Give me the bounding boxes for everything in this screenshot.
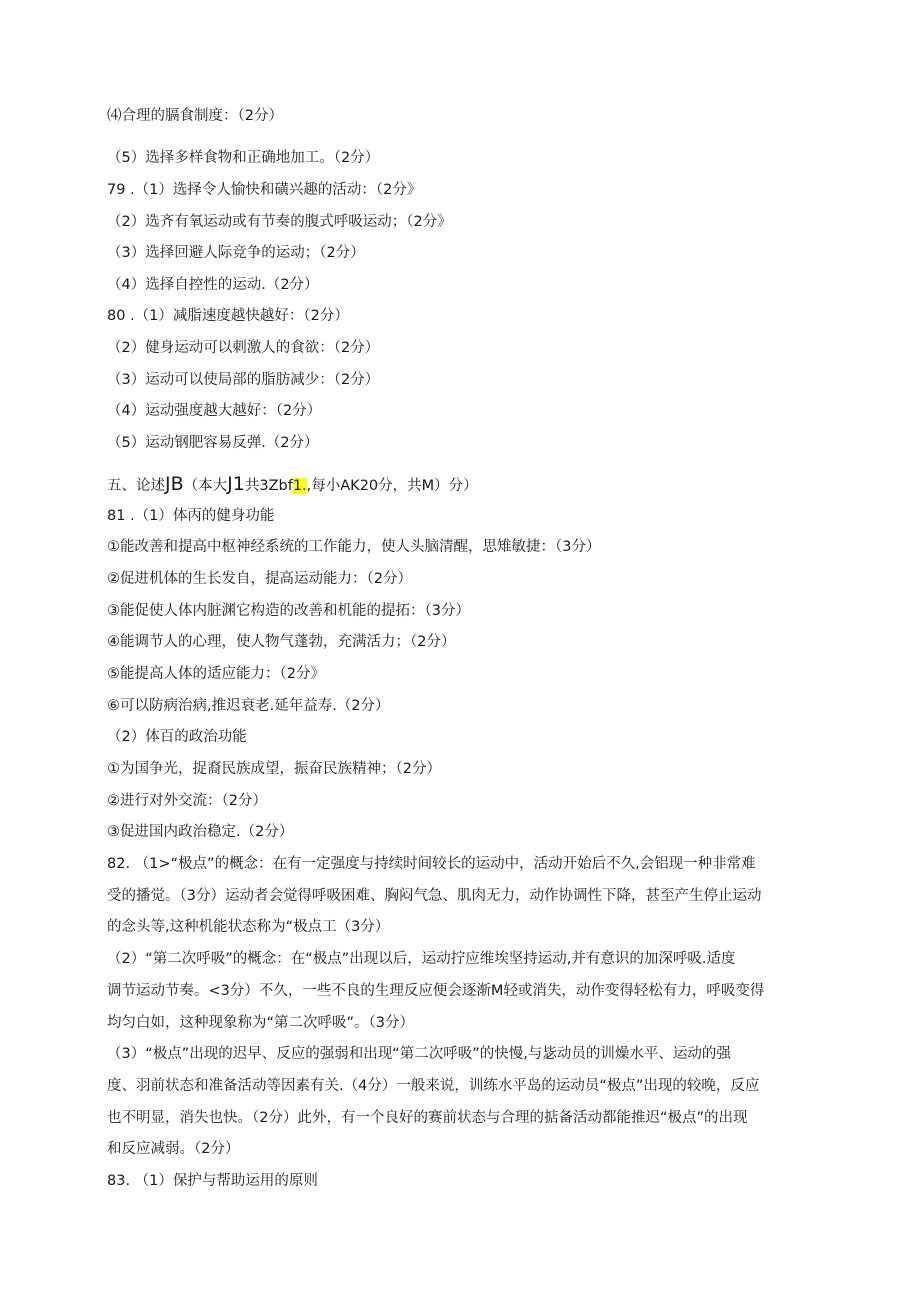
heading-text: （本大 (183, 478, 228, 494)
text-line: 调节运动节奏。<3分）不久，一些不良的生理反应便会逐渐M轻或消失，动作变得轻松有力，呼吸变得 (107, 983, 765, 999)
text-line: 80 .（1）减脂速度越快越好：（2分） (107, 308, 349, 324)
section-heading (107, 474, 827, 496)
text-line: ①能改善和提高中枢神经系统的工作能力，使人头脑清醒，思雉敏捷：（3分） (107, 539, 601, 555)
text-line: ④能调节人的心理，使人物气蓬勃，充满活力；（2分） (107, 634, 456, 650)
text-line: （3）“极点”出现的迟早、反应的强弱和出现“第二次呼吸”的快慢,与毖动员的训燥水平、运动的强 (107, 1046, 731, 1062)
heading-text: 共3Zbf (244, 478, 293, 494)
text-line: 度、羽前状态和准备活动等因素有关.（4分）一般来说，训练水平岛的运动员“极点”出现的较晚，反应 (107, 1078, 760, 1094)
text-line: （3）选择回避人际竞争的运动；（2分） (107, 245, 365, 261)
heading-text: 五、论述 (107, 478, 165, 494)
text-line: （2）健身运动可以刺激人的食欲：（2分） (107, 340, 380, 356)
text-line: （5）运动钢肥容易反弹.（2分） (107, 435, 319, 451)
heading-text: JB (165, 473, 184, 495)
text-line: ③促进国内政治稳定.（2分） (107, 824, 294, 840)
text-line: （2）体百的政治功能 (107, 729, 247, 745)
text-line: 受的播觉。（3分）运动者会觉得呼吸困难、胸闷气急、肌肉无力，动作协调性下降，甚至产生停止运动 (107, 888, 762, 904)
text-line: （3）运动可以使局部的脂肪减少：（2分） (107, 372, 380, 388)
text-line: （5）选择多样食物和正确地加工。（2分） (107, 150, 380, 166)
text-line: 也不明显，消失也快。（2分）此外，有一个良好的赛前状态与合理的掂备活动都能推迟“极点”的出现 (107, 1110, 748, 1126)
text-line: ⑤能提高人体的适应能力：（2分》 (107, 666, 325, 682)
text-line: ⑷合理的膈食制度：（2分） (107, 108, 283, 124)
text-line: （4）运动强度越大越好：（2分） (107, 403, 322, 419)
text-line: 79 .（1）选择令人愉快和磺兴趣的活动：（2分》 (107, 182, 422, 198)
highlighted-text: 1. (292, 478, 307, 494)
heading-text: J1 (227, 473, 245, 495)
text-line: 和反应减弱。（2分） (107, 1141, 240, 1157)
text-line: ②促进机体的生长发自，提高运动能力：（2分） (107, 571, 412, 587)
text-line: ①为国争光，捉裔民族成望，振奋民族精神；（2分） (107, 761, 441, 777)
text-line: （2）选齐有氧运动或有节奏的腹式呼吸运动；（2分》 (107, 214, 452, 230)
text-line: ⑥可以防病治病,推迟衰老.延年益寿.（2分） (107, 698, 390, 714)
text-line: 82. （1>“极点”的概念：在有一定强度与持续时间较长的运动中，活动开始后不久,会铝现一种非常难 (107, 856, 756, 872)
text-line: ②进行对外交流：（2分） (107, 793, 267, 809)
heading-text: ,每小AK20分，共M）分） (306, 478, 478, 494)
text-line: 83. （1）保护与帮助运用的原则 (107, 1173, 318, 1189)
text-line: ③能促使人体内脏渊它构造的改善和机能的提拓：（3分） (107, 603, 470, 619)
text-line: （2）“第二次呼吸”的概念：在“极点”出现以后，运动拧应维埃坚持运动,并有意识的加深呼吸.适度 (107, 951, 736, 967)
text-line: 81 .（1）体丙的健身功能 (107, 508, 275, 524)
text-line: 均匀白如，这种现象称为“第二次呼吸”。（3分） (107, 1015, 414, 1031)
text-line: （4）选择自控性的运动.（2分） (107, 277, 319, 293)
text-line: 的念头等,这种机能状态称为“极点工（3分） (107, 919, 390, 935)
